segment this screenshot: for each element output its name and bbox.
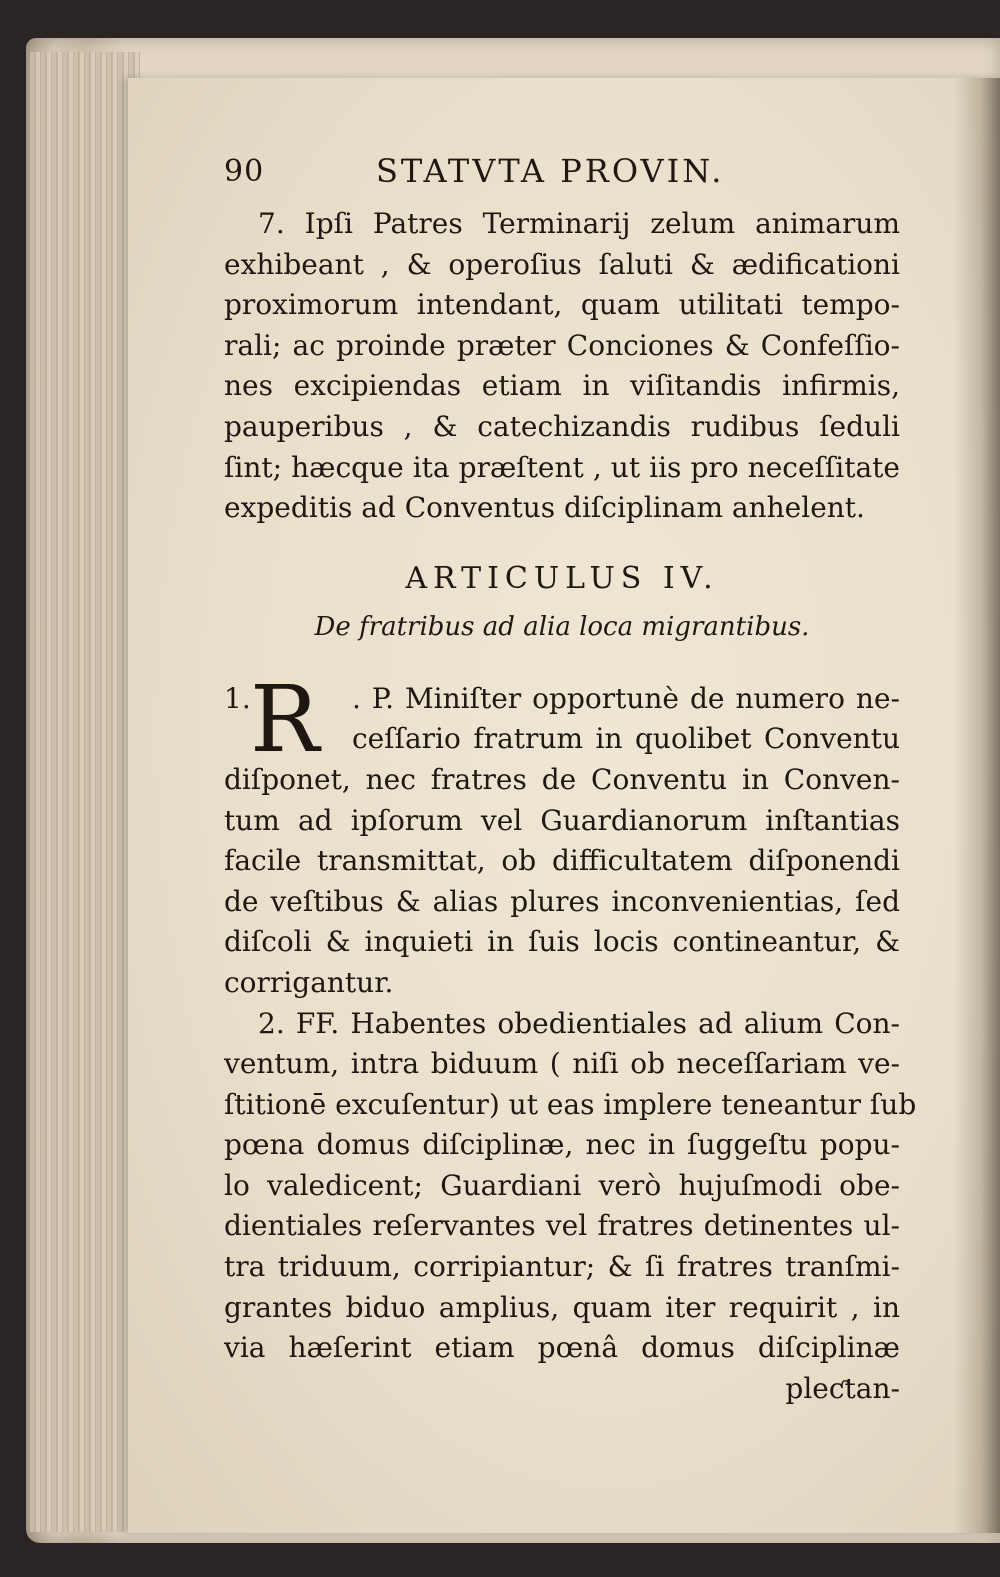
text-line: diſponet, nec fratres de Conventu in Conven- <box>224 762 900 796</box>
text-line: pœna domus diſciplinæ, nec in ſuggeſtu popu- <box>224 1128 900 1162</box>
running-head: STATVTA PROVIN. <box>376 152 725 190</box>
catchword: pleƈtan- <box>785 1371 900 1405</box>
text-line: via hæſerint etiam pœnâ domus diſciplinæ <box>224 1331 900 1365</box>
page-edges <box>30 52 140 1532</box>
text-line: diſcoli & inquieti in ſuis locis contineantur, & <box>224 925 900 959</box>
text-line: grantes biduo amplius, quam iter requirit , in <box>224 1290 900 1324</box>
text-line: ceſſario fratrum in quolibet Conventu <box>352 722 900 756</box>
drop-capital: R <box>250 665 320 773</box>
text-line: lo valedicent; Guardiani verò hujuſmodi obe- <box>224 1168 900 1202</box>
text-line: nes excipiendas etiam in viſitandis infirmis, <box>224 369 900 403</box>
text-line: corrigantur. <box>224 965 394 999</box>
text-line: de veſtibus & alias plures inconvenientias, ſed <box>224 884 900 918</box>
text-line: ſint; hæcque ita præſtent , ut iis pro neceſſitate <box>224 450 900 484</box>
text-line: facile transmittat, ob difficultatem diſponendi <box>224 844 900 878</box>
text-line: 2. FF. Habentes obedientiales ad alium Con- <box>258 1006 900 1040</box>
text-line: proximorum intendant, quam utilitati tempo- <box>224 288 900 322</box>
text-line: expeditis ad Conventus diſciplinam anhelent. <box>224 491 865 525</box>
text-line: 7. Ipſi Patres Terminarij zelum animarum <box>258 207 900 240</box>
text-line: tum ad ipſorum vel Guardianorum inſtantias <box>224 803 900 837</box>
paragraph-7 <box>224 204 900 529</box>
page-text-block <box>224 148 917 1409</box>
article-subtitle: De fratribus ad alia loca migrantibus. <box>314 611 810 642</box>
text-line: ſtitionē excuſentur) ut eas implere teneantur ſub <box>224 1087 917 1121</box>
book-page <box>128 78 1000 1533</box>
page-header <box>224 148 900 204</box>
text-line: tra triduum, corripiantur; & ſi fratres tranſmi- <box>224 1250 900 1284</box>
text-line: dientiales reſervantes vel fratres detinentes ul- <box>224 1209 900 1243</box>
paragraph-number: 1. <box>224 681 251 715</box>
text-line: exhibeant , & operoſius ſaluti & ædificationi <box>224 247 900 281</box>
paragraph-2 <box>224 1004 917 1369</box>
text-line: . P. Miniſter opportunè de numero ne- <box>352 681 900 715</box>
article-heading: ARTICULUS IV. <box>405 560 719 596</box>
text-line: rali; ac proinde præter Conciones & Confeſſio- <box>224 328 900 362</box>
paragraph-1 <box>224 665 900 1004</box>
page-number: 90 <box>224 154 265 189</box>
page-gutter-shadow <box>954 78 1000 1533</box>
text-line: ventum, intra biduum ( niſi ob neceſſariam ve- <box>224 1047 900 1081</box>
text-line: pauperibus , & catechizandis rudibus ſeduli <box>224 409 900 443</box>
